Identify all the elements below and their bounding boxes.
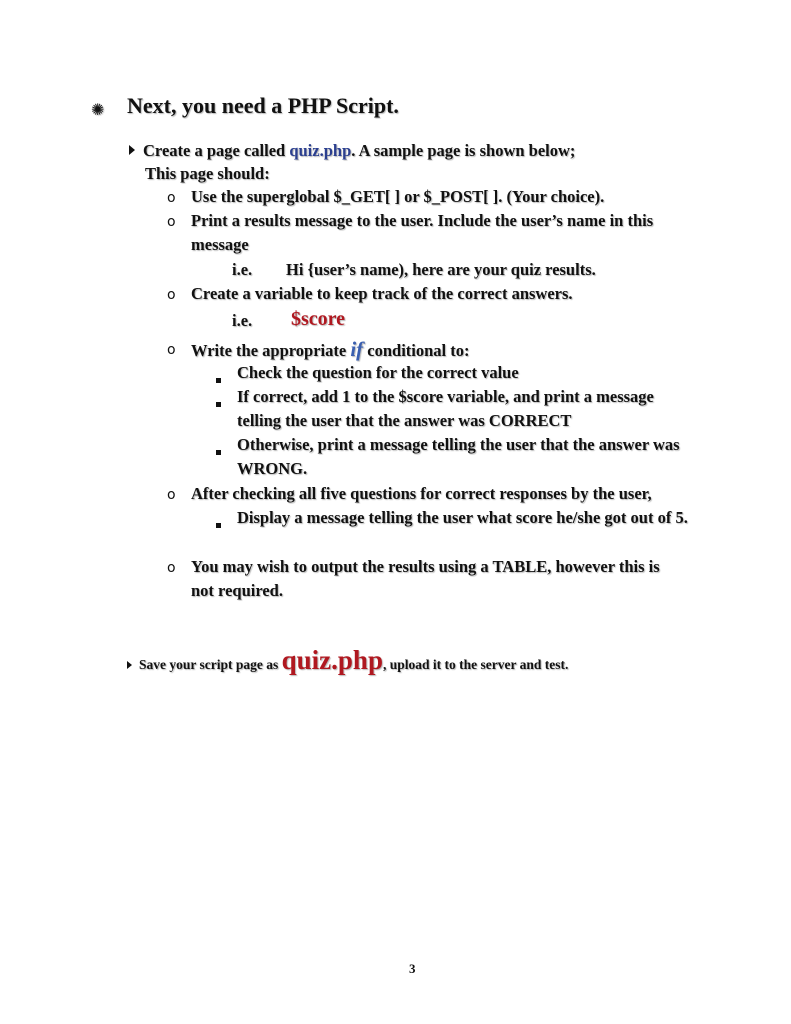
star-asterisk-icon: ✺	[91, 100, 105, 119]
quiz-php-link: quiz.php	[289, 141, 352, 160]
print-results-line1: Print a results message to the user. Include the user’s name in this	[191, 211, 654, 230]
create-page-suffix: . A sample page is shown below;	[351, 141, 576, 160]
example-greeting-text: Hi {user’s name), here are your quiz results.	[286, 260, 596, 279]
display-score-item: Display a message telling the user what score he/she got out of 5.	[237, 508, 688, 527]
write-conditional-item	[191, 337, 470, 362]
example-label: i.e.	[232, 260, 253, 279]
save-prefix: Save your script page as	[139, 657, 282, 672]
section-heading: Next, you need a PHP Script.	[127, 93, 399, 118]
square-bullet-icon	[216, 515, 221, 533]
create-page-line	[129, 141, 575, 161]
otherwise-line2: WRONG.	[237, 459, 308, 478]
arrow-bullet-icon	[127, 661, 132, 669]
save-suffix: , upload it to the server and test.	[382, 657, 569, 672]
example-label: i.e.	[232, 311, 253, 330]
save-instruction-line	[127, 645, 568, 676]
if-keyword: if	[350, 337, 364, 361]
write-prefix: Write the appropriate	[191, 341, 351, 360]
write-suffix: conditional to:	[363, 341, 470, 360]
circle-bullet-icon: o	[167, 560, 176, 576]
create-variable-item: Create a variable to keep track of the correct answers.	[191, 284, 573, 303]
arrow-bullet-icon	[129, 145, 135, 155]
page-number: 3	[409, 961, 416, 976]
square-bullet-icon	[216, 442, 221, 460]
score-variable-example: $score	[291, 308, 346, 330]
table-option-line1: You may wish to output the results using a TABLE, however this is	[191, 557, 660, 576]
circle-bullet-icon: o	[167, 190, 176, 206]
circle-bullet-icon: o	[167, 214, 176, 230]
square-bullet-icon	[216, 370, 221, 388]
print-results-line2: message	[191, 235, 249, 254]
otherwise-line1: Otherwise, print a message telling the user that the answer was	[237, 435, 680, 454]
circle-bullet-icon: o	[167, 487, 176, 503]
circle-bullet-icon: o	[167, 342, 176, 358]
create-page-prefix: Create a page called	[143, 141, 290, 160]
check-question-item: Check the question for the correct value	[237, 363, 519, 382]
if-correct-line1: If correct, add 1 to the $score variable, and print a message	[237, 387, 654, 406]
save-filename: quiz.php	[281, 645, 383, 675]
table-option-line2: not required.	[191, 581, 283, 600]
circle-bullet-icon: o	[167, 287, 176, 303]
superglobal-item: Use the superglobal $_GET[ ] or $_POST[ ]. (Your choice).	[191, 187, 605, 206]
after-checking-item: After checking all five questions for correct responses by the user,	[191, 484, 652, 503]
page-should-line: This page should:	[145, 164, 270, 183]
if-correct-line2: telling the user that the answer was CORRECT	[237, 411, 572, 430]
square-bullet-icon	[216, 394, 221, 412]
